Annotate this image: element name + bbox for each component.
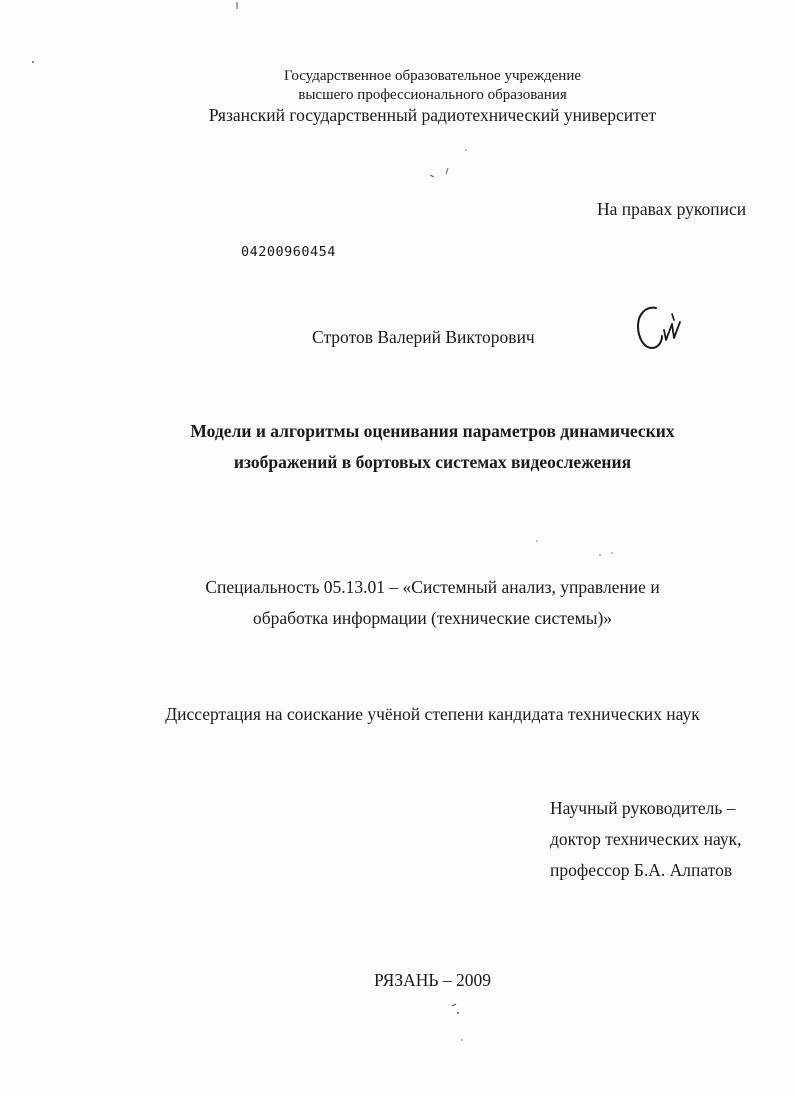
rights-note: На правах рукописи (597, 199, 747, 219)
specialty-line-2: обработка информации (технические системы)» (252, 608, 613, 628)
institution-line-1: Государственное образовательное учреждение (283, 68, 582, 84)
supervisor-name: профессор Б.А. Алпатов (550, 860, 733, 880)
degree-statement: Диссертация на соискание учёной степени кандидата технических наук (165, 704, 700, 724)
author-name: Стротов Валерий Викторович (312, 327, 535, 347)
supervisor-label: Научный руководитель – (550, 798, 736, 818)
thesis-title-line-2: изображений в бортовых системах видеослежения (233, 452, 632, 472)
institution-line-2: высшего профессионального образования (298, 87, 567, 103)
university-name: Рязанский государственный радиотехнический университет (208, 105, 657, 125)
city-year: РЯЗАНЬ – 2009 (374, 970, 491, 990)
thesis-title-line-1: Модели и алгоритмы оценивания параметров динамических (190, 421, 675, 441)
signature-icon (628, 300, 688, 360)
supervisor-degree: доктор технических наук, (550, 829, 742, 849)
specialty-line-1: Специальность 05.13.01 – «Системный анализ, управление и (205, 577, 660, 597)
catalog-code: 04200960454 (241, 244, 336, 260)
